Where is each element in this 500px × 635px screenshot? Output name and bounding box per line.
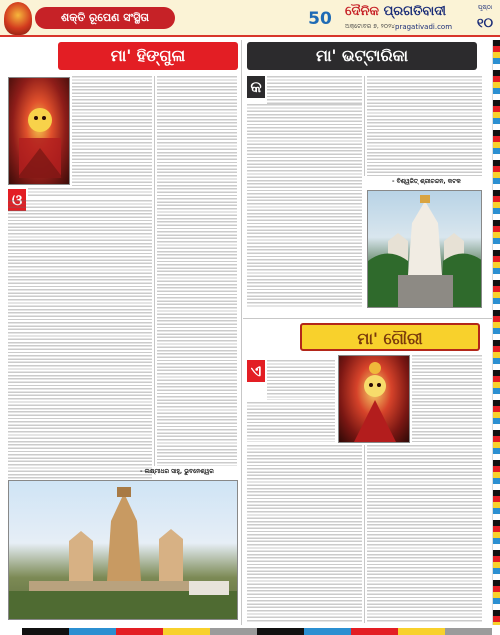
goddess-illustration [4, 2, 32, 35]
article-body [157, 76, 237, 466]
website-link[interactable]: pragativadi.com [395, 23, 453, 31]
page-label: ପୃଷ୍ଠା [477, 4, 493, 11]
paper-name: ପ୍ରଗତିବାଦୀ [383, 4, 447, 19]
temple-photo [8, 480, 238, 620]
article-body [8, 200, 152, 500]
paper-prefix: ଦୈନିକ [345, 4, 380, 19]
article-body [247, 104, 362, 308]
drop-cap: ଓ [8, 189, 26, 211]
issue-date: ଅକ୍ଟୋବର ୭, ୨୦୨୪ [345, 23, 395, 30]
anniversary-badge: 50 [308, 9, 332, 29]
article-body [267, 76, 362, 104]
article-body [247, 402, 335, 442]
byline: - ବିଶ୍ୱଜିତ୍ ଶ୍ରୀଚନ୍ଦନ, କଟକ [392, 178, 461, 185]
page-header [0, 0, 500, 37]
article-body [247, 445, 362, 623]
registration-strip [492, 40, 500, 625]
divider [364, 76, 365, 176]
goddess-photo [8, 77, 70, 185]
article-body [367, 445, 482, 623]
color-registration-bar [22, 628, 492, 635]
article-body [72, 76, 152, 186]
goddess-photo [338, 355, 410, 443]
divider [154, 76, 155, 466]
masthead [345, 4, 470, 34]
article-title: ମା' ଭଟ୍ଟାରିକା [247, 42, 477, 70]
article-title: ମା' ଗୌରୀ [300, 323, 480, 351]
divider [364, 445, 365, 623]
drop-cap: ଏ [247, 360, 265, 382]
page-number [472, 4, 498, 34]
drop-cap: କ [247, 76, 265, 98]
byline: - ଲକ୍ଷ୍ମୀଧର ସାହୁ, ଭୁବନେଶ୍ୱର [140, 468, 214, 475]
article-title: ମା' ହିଙ୍ଗୁଳା [58, 42, 238, 70]
article-body [28, 188, 152, 198]
page-number-value: ୧୦ [476, 16, 494, 31]
article-body [367, 76, 482, 176]
article-body [412, 355, 482, 443]
temple-photo [367, 190, 482, 308]
section-title: ଶକ୍ତି ରୂପେଣ ସଂସ୍ଥିତା [35, 7, 175, 29]
divider [243, 318, 498, 319]
article-body [267, 360, 335, 400]
divider [241, 40, 242, 625]
